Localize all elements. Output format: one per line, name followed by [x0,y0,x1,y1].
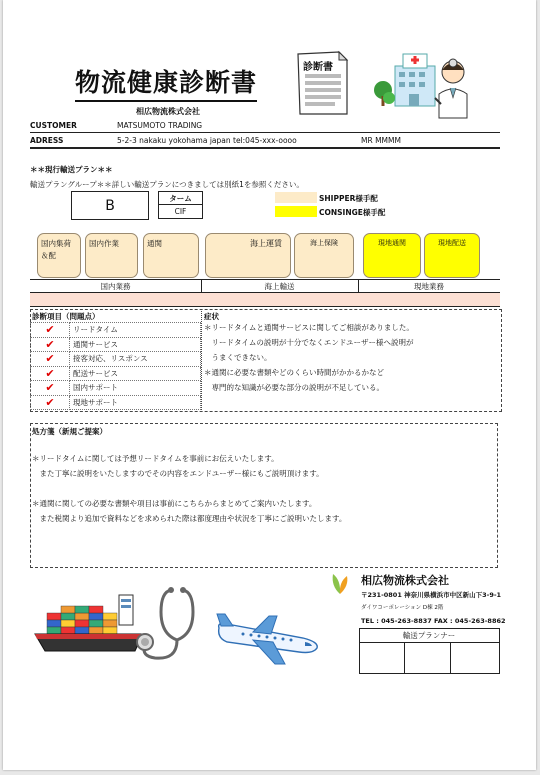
doctor-hospital-icon [373,48,477,120]
diagnosis-check [31,381,70,396]
prescription-line: ＊通関に関しての必要な書類や項目は事前にこちらからまとめてご案内いたします。 [32,499,317,508]
process-box-local-delivery: 現地配送 [424,233,480,278]
document-sheet [3,0,536,770]
table-row [31,395,201,410]
planner-header-line [359,642,499,643]
airplane-icon [213,612,323,670]
symptom-line: ＊通関に必要な書類やどのくらい時間がかかるかなど [204,368,384,377]
process-box-marine-insurance: 海上保険 [294,233,354,278]
address-divider [30,147,500,149]
legend-consignee-label: CONSINGE様手配 [319,208,386,217]
term-value-box [158,204,203,219]
check-icon: ✔ [45,323,55,337]
planner-cell-divider-1 [404,642,405,673]
issuer-name: 相広物流株式会社 [136,107,200,116]
plan-note: 輸送プラングループ＊＊詳しい輸送プランにつきましては別紙1を参照ください。 [30,180,304,189]
symptom-line: ＊リードタイムと通関サービスに関してご相談がありました。 [204,323,414,332]
address-value: 5-2-3 nakaku yokohama japan tel:045-xxx-oooo [117,136,297,145]
check-icon: ✔ [45,337,55,351]
plan-heading: ＊＊現行輸送プラン＊＊ [30,165,113,174]
customer-divider [30,132,500,133]
check-icon: ✔ [45,352,55,366]
term-value: CIF [174,207,187,216]
planner-cell-divider-2 [450,642,451,673]
diagnosis-item: 接客対応、リスポンス [70,352,201,367]
symptom-line: うまくできない。 [204,353,272,362]
process-box-customs: 通関 [143,233,199,278]
process-box-domestic-pickup: 国内集荷＆配 [37,233,81,278]
table-row [31,366,201,381]
company-address: 〒231-0801 神奈川県横浜市中区新山下3-9-1 [361,591,502,599]
document-title: 物流健康診断書 [75,63,257,102]
diagnosis-item: 通関サービス [70,337,201,352]
term-label-box [158,191,203,205]
planner-label: 輸送プランナー [402,630,456,640]
prescription-line: ＊リードタイムに関しては予想リードタイムを事前にお伝えいたします。 [32,454,279,463]
plan-group-box [71,191,149,220]
symptoms-heading: 症状 [204,312,219,321]
check-icon: ✔ [45,381,55,395]
table-row [31,337,201,352]
symptom-line: 専門的な知識が必要な部分の説明が不足している。 [204,383,384,392]
diagnosis-item: 配送サービス [70,366,201,381]
stethoscope-icon [131,584,211,668]
check-icon: ✔ [45,395,55,409]
prescription-heading: 処方箋（新規ご提案） [32,427,107,436]
section-label-domestic: 国内業務 [100,282,131,291]
diagnosis-item: 現地サポート [70,395,201,410]
customer-value: MATSUMOTO TRADING [117,121,203,130]
term-label: ターム [169,193,192,203]
symptom-line: リードタイムの説明が十分でなくエンドユーザー様へ説明が [204,338,414,347]
prescription-line [32,481,346,496]
company-building: ダイワコーポレーション D棟 2階 [361,605,444,611]
symptoms-text [204,320,414,395]
process-box-ocean-freight: 海上運賃 [205,233,291,278]
diagnosis-check [31,395,70,410]
document-badge: 診断書 [303,62,333,73]
diagnosis-item: 国内サポート [70,381,201,396]
legend-shipper-label: SHIPPER様手配 [319,194,378,203]
check-icon: ✔ [45,366,55,380]
section-label-ocean: 海上輸送 [264,282,295,291]
diagnosis-table [30,322,201,410]
prescription-text [32,451,346,526]
prescription-line: また丁寧に説明をいたしますのでその内容をエンドユーザー様にもご説明頂けます。 [32,469,324,478]
customer-label: CUSTOMER [30,121,77,130]
process-box-domestic-work: 国内作業 [85,233,138,278]
process-box-local-customs: 現地通関 [363,233,421,278]
company-tel-fax: TEL : 045-263-8837 FAX : 045-263-8862 [361,617,506,625]
diagnosis-divider [201,309,202,410]
legend-shipper-swatch [275,192,317,203]
table-row [31,352,201,367]
legend-consignee-swatch [275,206,317,217]
table-row [31,323,201,338]
table-row [31,381,201,396]
process-section-divider [30,279,500,280]
prescription-line: また税関より追加で資料などを求められた際は都度理由や状況を丁寧にご説明いたします。 [32,514,347,523]
diagnosis-item: リードタイム [70,323,201,338]
plan-group-value: B [105,197,115,214]
address-label: ADRESS [30,136,64,145]
diagnosis-check [31,337,70,352]
diagnosis-check [31,323,70,338]
company-logo-icon [329,572,351,596]
diagnosis-check [31,352,70,367]
diagnosis-check [31,366,70,381]
process-band [30,293,500,307]
company-name: 相広物流株式会社 [361,574,449,587]
contact-name: MR MMMM [361,136,401,145]
diagnosis-heading: 診断項目（問題点） [32,312,100,321]
section-label-local: 現地業務 [414,282,444,291]
